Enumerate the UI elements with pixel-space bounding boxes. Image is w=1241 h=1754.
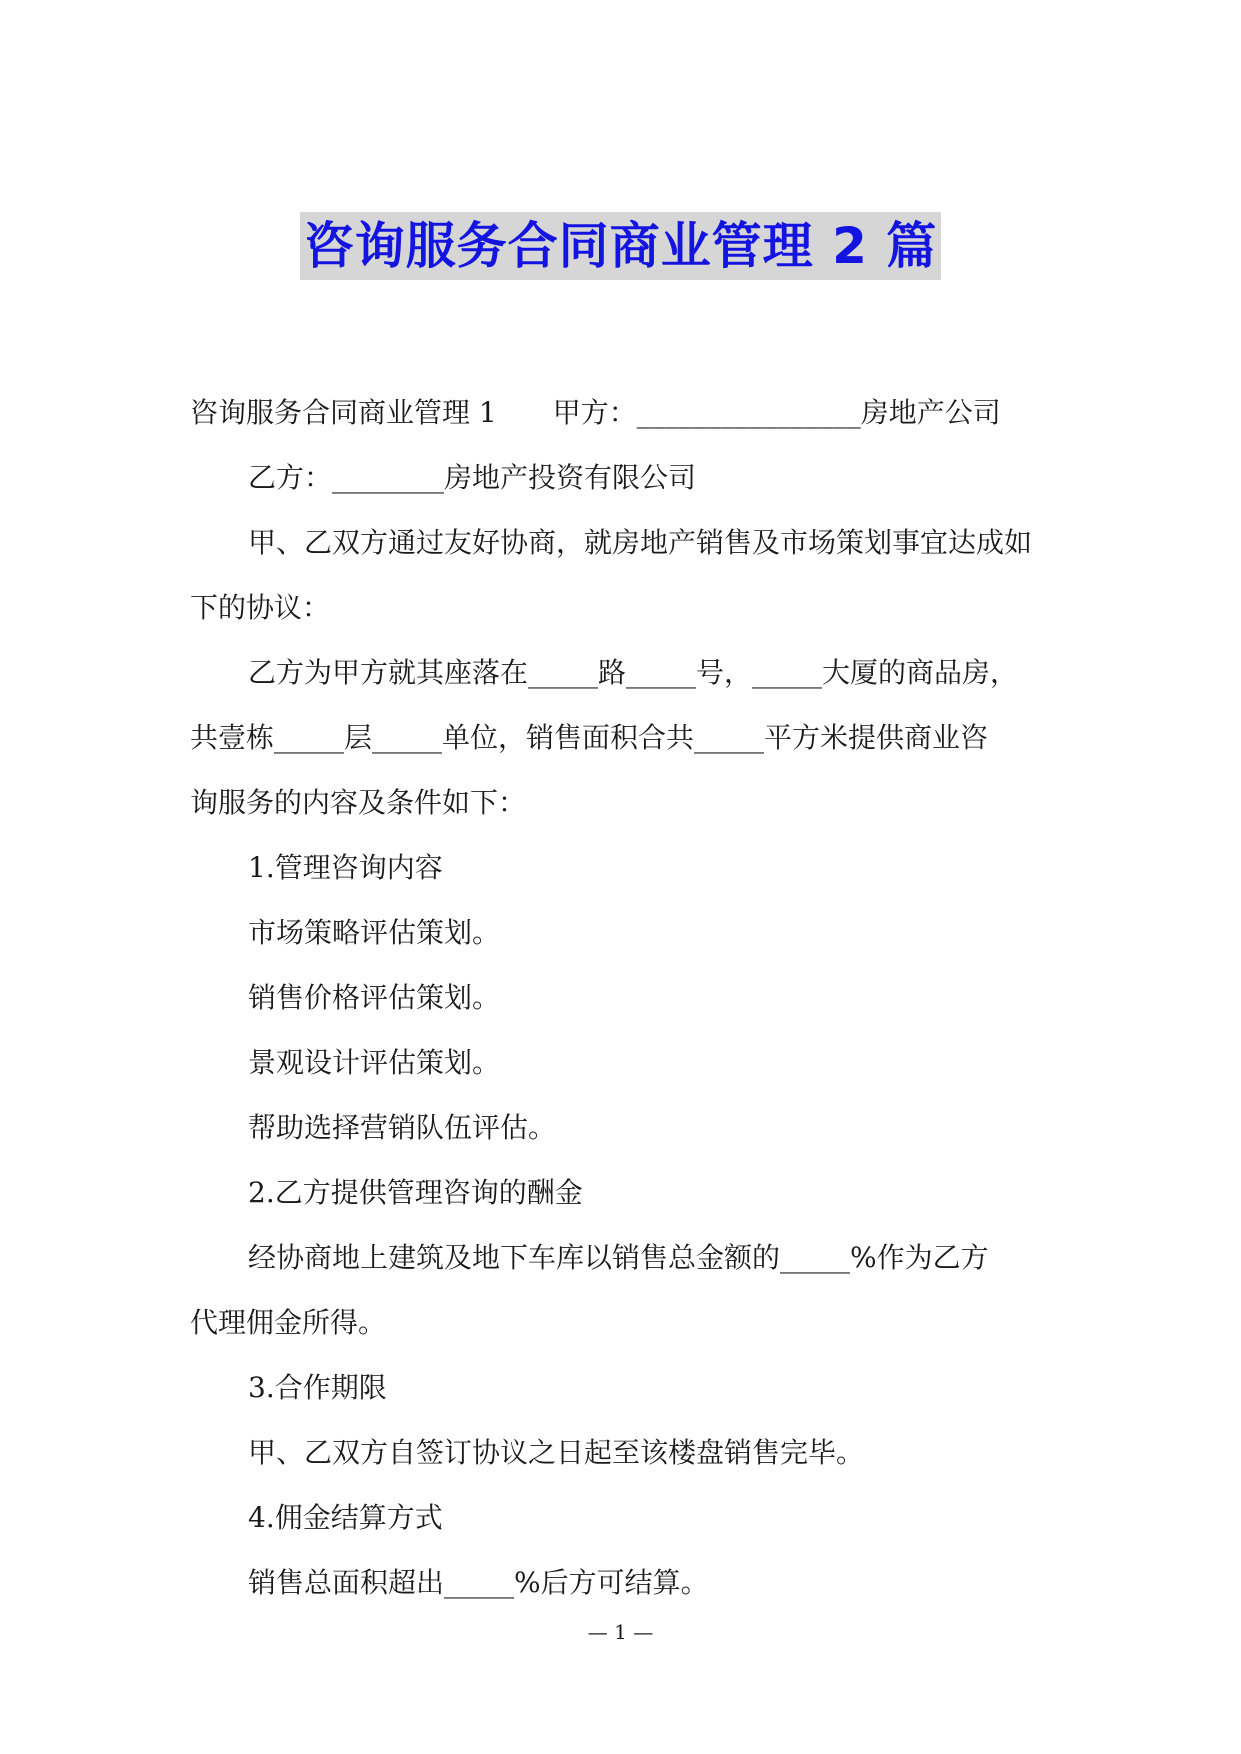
paragraph-line: 甲、乙双方通过友好协商，就房地产销售及市场策划事宜达成如 xyxy=(248,526,1033,559)
section-heading: 1.管理咨询内容 xyxy=(248,851,443,884)
paragraph-line: 甲、乙双方自签订协议之日起至该楼盘销售完毕。 xyxy=(248,1436,865,1469)
line-text: 咨询服务合同商业管理 1 xyxy=(190,396,497,429)
line-tail: 甲方：________________房地产公司 xyxy=(552,396,1001,429)
paragraph-line: 景观设计评估策划。 xyxy=(248,1046,501,1079)
section-heading: 3.合作期限 xyxy=(248,1371,387,1404)
document-title: 咨询服务合同商业管理 2 篇 xyxy=(300,212,942,280)
paragraph-line: 经协商地上建筑及地下车库以销售总金额的_____%作为乙方 xyxy=(248,1241,989,1274)
paragraph-line: 市场策略评估策划。 xyxy=(248,916,501,949)
paragraph-line: 共壹栋_____层_____单位，销售面积合共_____平方米提供商业咨 xyxy=(190,721,989,754)
document-body xyxy=(190,380,1060,1615)
paragraph-line xyxy=(190,380,1060,445)
paragraph-line: 销售价格评估策划。 xyxy=(248,981,501,1014)
page-number: — 1 — xyxy=(587,1620,654,1644)
paragraph-line: 销售总面积超出_____%后方可结算。 xyxy=(248,1566,709,1599)
title-wrap xyxy=(0,212,1241,280)
section-heading: 2.乙方提供管理咨询的酬金 xyxy=(248,1176,583,1209)
section-heading: 4.佣金结算方式 xyxy=(248,1501,443,1534)
paragraph-line: 询服务的内容及条件如下： xyxy=(190,786,527,819)
paragraph-line: 乙方：________房地产投资有限公司 xyxy=(248,461,697,494)
paragraph-line: 帮助选择营销队伍评估。 xyxy=(248,1111,557,1144)
paragraph-line: 下的协议： xyxy=(190,591,331,624)
paragraph-line: 乙方为甲方就其座落在_____路_____号，_____大厦的商品房， xyxy=(248,656,1019,689)
paragraph-line: 代理佣金所得。 xyxy=(190,1306,387,1339)
